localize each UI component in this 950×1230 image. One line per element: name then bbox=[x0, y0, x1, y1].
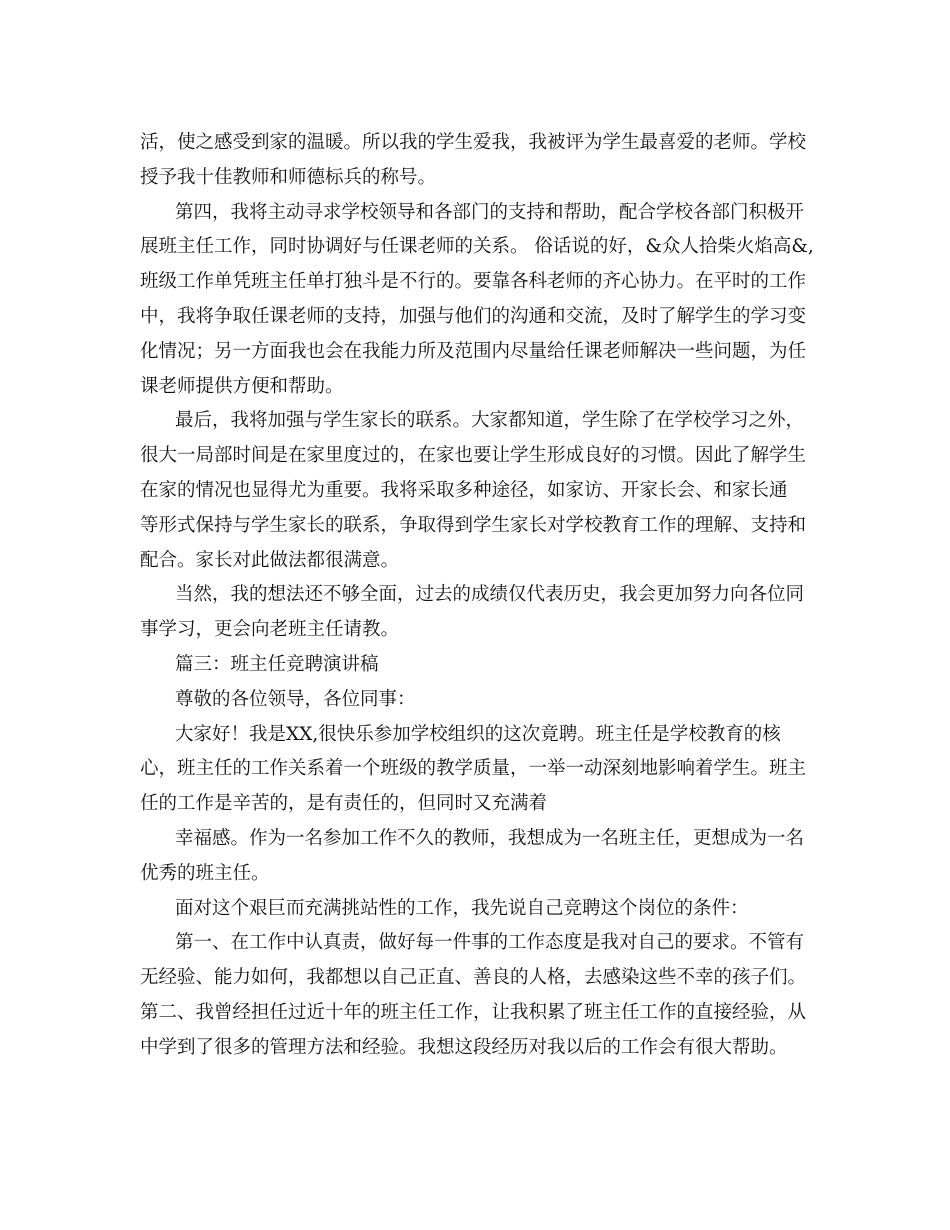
text-line: 任的工作是辛苦的，是有责任的，但同时又充满着 bbox=[140, 793, 548, 815]
paragraph-start-line: 幸福感。作为一名参加工作不久的教师，我想成为一名班主任，更想成为一名 bbox=[175, 827, 805, 849]
text-line: 化情况；另一方面我也会在我能力所及范围内尽量给任课老师解决一些问题，为任 bbox=[140, 340, 807, 362]
text-line: 授予我十佳教师和师德标兵的称号。 bbox=[140, 166, 437, 188]
text-line: 中学到了很多的管理方法和经验。我想这段经历对我以后的工作会有很大帮助。 bbox=[140, 1036, 788, 1058]
salutation: 尊敬的各位领导，各位同事： bbox=[175, 688, 416, 710]
text-line: 班级工作单凭班主任单打独斗是不行的。要靠各科老师的齐心协力。在平时的工作 bbox=[140, 271, 807, 293]
paragraph-start-line: 面对这个艰巨而充满挑站性的工作，我先说自己竞聘这个岗位的条件： bbox=[175, 897, 749, 919]
text-line: 很大一局部时间是在家里度过的，在家也要让学生形成良好的习惯。因此了解学生 bbox=[140, 445, 807, 467]
text-line: 心，班主任的工作关系着一个班级的教学质量，一举一动深刻地影响着学生。班主 bbox=[140, 758, 807, 780]
paragraph-start-line: 当然，我的想法还不够全面，过去的成绩仅代表历史，我会更加努力向各位同 bbox=[175, 584, 805, 606]
text-line: 配合。家长对此做法都很满意。 bbox=[140, 549, 400, 571]
paragraph-start-line: 大家好！我是XX,很快乐参加学校组织的这次竟聘。班主任是学校教育的核 bbox=[175, 723, 781, 745]
text-line: 展班主任工作，同时协调好与任课老师的关系。 俗话说的好，&众人拾柴火焰高&, bbox=[140, 236, 814, 258]
paragraph-start-line: 第一、在工作中认真责，做好每一件事的工作态度是我对自己的要求。不管有 bbox=[175, 932, 805, 954]
text-line: 事学习，更会向老班主任请教。 bbox=[140, 619, 400, 641]
text-line: 无经验、能力如何，我都想以自己正直、善良的人格，去感染这些不幸的孩子们。 bbox=[140, 967, 807, 989]
section-heading: 篇三：班主任竞聘演讲稿 bbox=[175, 653, 379, 675]
paragraph-start-line: 第四，我将主动寻求学校领导和各部门的支持和帮助，配合学校各部门积极开 bbox=[175, 201, 805, 223]
text-line: 在家的情况也显得尤为重要。我将采取多种途径，如家访、开家长会、和家长通 bbox=[140, 479, 788, 501]
paragraph-start-line: 最后，我将加强与学生家长的联系。大家都知道，学生除了在学校学习之外， bbox=[175, 410, 805, 432]
text-line: 中，我将争取任课老师的支持，加强与他们的沟通和交流，及时了解学生的学习变 bbox=[140, 305, 807, 327]
text-line: 优秀的班主任。 bbox=[140, 862, 270, 884]
text-line: 课老师提供方便和帮助。 bbox=[140, 375, 344, 397]
document-body bbox=[140, 126, 820, 1066]
text-line: 第二、我曾经担任过近十年的班主任工作，让我积累了班主任工作的直接经验，从 bbox=[140, 1001, 807, 1023]
text-line: 等形式保持与学生家长的联系，争取得到学生家长对学校教育工作的理解、支持和 bbox=[140, 514, 807, 536]
text-line: 活，使之感受到家的温暖。所以我的学生爱我，我被评为学生最喜爱的老师。学校 bbox=[140, 132, 807, 153]
